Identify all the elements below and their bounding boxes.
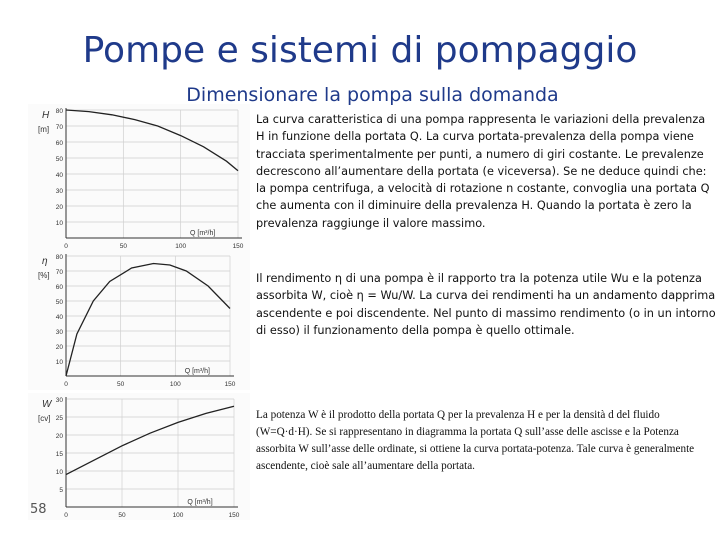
efficiency-flow-chart <box>28 250 250 390</box>
y-tick-label: 40 <box>55 172 63 179</box>
y-axis-symbol: η <box>42 256 48 267</box>
x-tick-label: 150 <box>224 381 236 388</box>
y-axis-unit: [cv] <box>38 414 51 423</box>
power-flow-chart <box>28 393 250 520</box>
y-tick-label: 30 <box>55 329 63 336</box>
x-tick-label: 0 <box>64 512 68 519</box>
x-tick-label: 50 <box>117 381 125 388</box>
y-tick-label: 15 <box>55 451 63 458</box>
y-tick-label: 10 <box>55 220 63 227</box>
y-axis-unit: [m] <box>38 125 50 134</box>
y-tick-label: 30 <box>55 188 63 195</box>
y-tick-label: 20 <box>55 433 63 440</box>
y-tick-label: 70 <box>55 269 63 276</box>
y-tick-label: 60 <box>55 140 63 147</box>
y-tick-label: 80 <box>55 108 63 115</box>
series-line <box>66 264 230 377</box>
efficiency-paragraph: Il rendimento η di una pompa è il rapporto tra la potenza utile Wu e la potenza assorbita W, cioè η = Wu/W. La curva dei rendimenti ha un andamento dapprima ascendente e poi discendente. Nel punto di massimo rendimento (o in un intorno di esso) il funzionamento della pompa è quello ottimale. <box>256 272 716 337</box>
x-tick-label: 100 <box>172 512 184 519</box>
y-tick-label: 30 <box>55 397 63 404</box>
x-tick-label: 150 <box>232 243 244 250</box>
series-line <box>66 110 238 171</box>
head-flow-chart <box>28 104 250 252</box>
y-tick-label: 25 <box>55 415 63 422</box>
x-tick-label: 50 <box>118 512 126 519</box>
y-tick-label: 5 <box>59 487 63 494</box>
x-tick-label: 0 <box>64 243 68 250</box>
slide-title: Pompe e sistemi di pompaggio <box>82 30 638 71</box>
y-tick-label: 60 <box>55 284 63 291</box>
series-line <box>66 406 234 474</box>
y-tick-label: 50 <box>55 299 63 306</box>
y-axis-symbol: H <box>42 110 50 121</box>
x-tick-label: 100 <box>169 381 181 388</box>
y-axis-unit: [%] <box>38 271 50 280</box>
y-tick-label: 40 <box>55 314 63 321</box>
y-tick-label: 10 <box>55 469 63 476</box>
x-tick-label: 150 <box>228 512 240 519</box>
y-tick-label: 10 <box>55 359 63 366</box>
x-tick-label: 100 <box>175 243 187 250</box>
y-tick-label: 20 <box>55 204 63 211</box>
y-tick-label: 80 <box>55 254 63 261</box>
slide-subtitle: Dimensionare la pompa sulla domanda <box>186 84 559 106</box>
x-axis-label: Q [m³/h] <box>187 499 213 506</box>
y-tick-label: 70 <box>55 124 63 131</box>
x-axis-label: Q [m³/h] <box>184 368 210 375</box>
x-tick-label: 0 <box>64 381 68 388</box>
y-axis-symbol: W <box>42 399 52 410</box>
slide-number: 58 <box>30 502 47 517</box>
x-tick-label: 50 <box>119 243 127 250</box>
head-curve-paragraph: La curva caratteristica di una pompa rappresenta le variazioni della prevalenza H in funzione della portata Q. La curva portata-prevalenza della pompa viene tracciata sperimentalmente per punti, a numero di giri costante. Le prevalenze decrescono all’aumentare della portata (e viceversa). Se ne deduce quindi che: la pompa centrifuga, a velocità di rotazione n costante, convoglia una portata Q che aumenta con il diminuire della prevalenza H. Quando la portata è zero la prevalenza raggiunge il valore massimo. <box>256 113 710 230</box>
x-axis-label: Q [m³/h] <box>190 230 216 237</box>
power-paragraph: La potenza W è il prodotto della portata Q per la prevalenza H e per la densità d del fluido (W=Q·d·H). Se si rappresentano in diagramma la portata Q sull’asse delle ascisse e la Potenza assorbita W sull’asse delle ordinate, si ottiene la curva portata-potenza. Tale curva è generalmente ascendente, cioè sale all’aumentare della portata. <box>256 409 695 472</box>
y-tick-label: 20 <box>55 344 63 351</box>
y-tick-label: 50 <box>55 156 63 163</box>
